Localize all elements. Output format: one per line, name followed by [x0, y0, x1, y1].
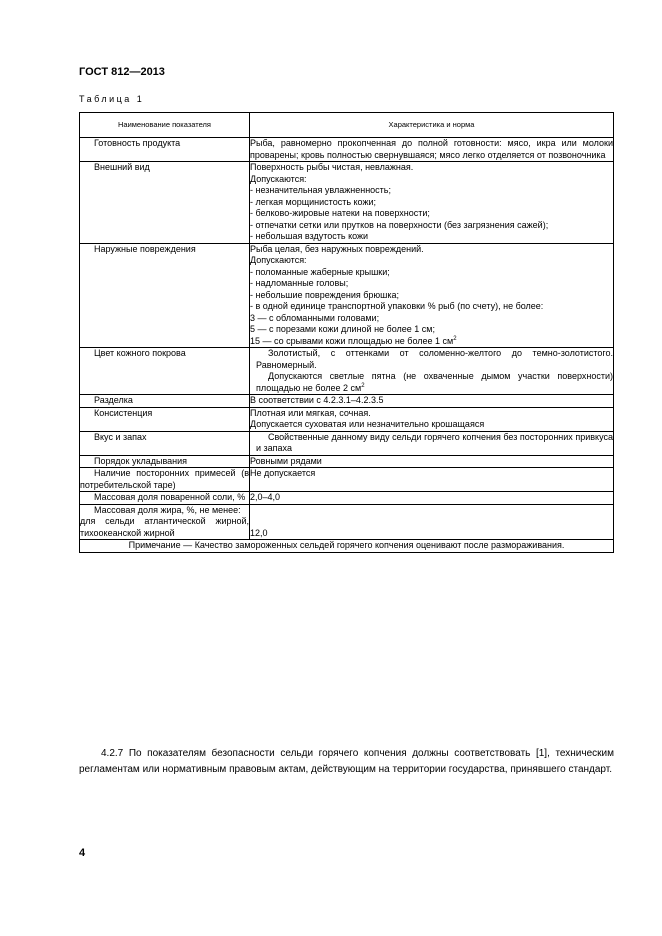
- indicator-cell: Готовность продукта: [80, 138, 250, 162]
- table-note: Примечание — Качество замороженных сельдей горячего копчения оценивают после размораживания.: [80, 540, 614, 553]
- indicator-cell: Разделка: [80, 395, 250, 408]
- column-header-indicator: Наименование показателя: [80, 113, 250, 138]
- table-header-row: [80, 113, 614, 138]
- norm-cell: 2,0–4,0: [250, 492, 614, 505]
- table-row: [80, 431, 614, 455]
- norm-cell: Рыба, равномерно прокопченная до полной готовности: мясо, икра или молоки проварены; кровь полностью свернувшаяся; мясо легко отделяется от позвоночника: [250, 138, 613, 160]
- table-row: [80, 468, 614, 492]
- indicator-cell: Наличие посторонних примесей (в потребительской таре): [80, 468, 249, 490]
- table-row: [80, 138, 614, 162]
- norm-cell: Золотистый, с оттенками от соломенно-желтого до темно-золотистого. Равномерный. Допускаются светлые пятна (не охваченные дымом участки поверхности) площадью не более 2 $см^2$: [250, 348, 614, 395]
- table-row: [80, 395, 614, 408]
- table-row: [80, 492, 614, 505]
- indicator-cell: Массовая доля поваренной соли, %: [80, 492, 250, 505]
- norm-cell: Ровными рядами: [250, 455, 614, 468]
- standard-header: ГОСТ 812—2013: [79, 66, 165, 78]
- indicator-cell: Массовая доля жира, %, не менее: для сельди атлантической жирной, тихоокеанской жирной: [80, 504, 249, 538]
- table-note-row: [80, 540, 614, 553]
- indicator-cell: Порядок укладывания: [80, 455, 250, 468]
- indicator-cell: Консистенция: [80, 407, 250, 431]
- table-row: [80, 455, 614, 468]
- table-row: [80, 348, 614, 395]
- norm-cell: Не допускается: [250, 468, 614, 492]
- norm-cell: В соответствии с 4.2.3.1–4.2.3.5: [250, 395, 614, 408]
- requirements-table: [79, 112, 614, 553]
- norm-cell: Плотная или мягкая, сочная. Допускается суховатая или незначительно крошащаяся: [250, 407, 614, 431]
- paragraph-4-2-7: 4.2.7 По показателям безопасности сельди горячего копчения должны соответствовать [1], техническим регламентам или нормативным правовым актам, действующим на территории государства, принявшего стандарт.: [79, 748, 614, 775]
- norm-cell: Рыба целая, без наружных повреждений. Допускаются: - поломанные жаберные крышки; - надломанные головы; - небольшие повреждения брюшка; - в одной единице транспортной упаковки % рыб (по счету), не более: 3 — с обломанными головами; 5 — с порезами кожи длиной не более 1 см; 15 — со срывами кожи площадью не более 1 $см^2$: [250, 243, 614, 348]
- norm-cell: Свойственные данному виду сельди горячего копчения без посторонних привкуса и запаха: [250, 431, 614, 455]
- indicator-cell: Внешний вид: [80, 162, 250, 244]
- indicator-cell: Цвет кожного покрова: [80, 348, 250, 395]
- table-caption: Таблица 1: [79, 94, 145, 104]
- norm-cell: Поверхность рыбы чистая, невлажная. Допускаются: - незначительная увлажненность; - легкая морщинистость кожи; - белково-жировые натеки на поверхности; - отпечатки сетки или прутков на поверхности (без загрязнения сажей); - небольшая вздутость кожи: [250, 162, 614, 244]
- table-row: [80, 407, 614, 431]
- column-header-norm: Характеристика и норма: [250, 113, 614, 138]
- indicator-cell: Вкус и запах: [80, 431, 250, 455]
- norm-cell: 12,0: [250, 504, 614, 540]
- table-row: [80, 504, 614, 540]
- indicator-cell: Наружные повреждения: [80, 243, 250, 348]
- table-row: [80, 162, 614, 244]
- table-row: [80, 243, 614, 348]
- page-number: 4: [79, 847, 86, 859]
